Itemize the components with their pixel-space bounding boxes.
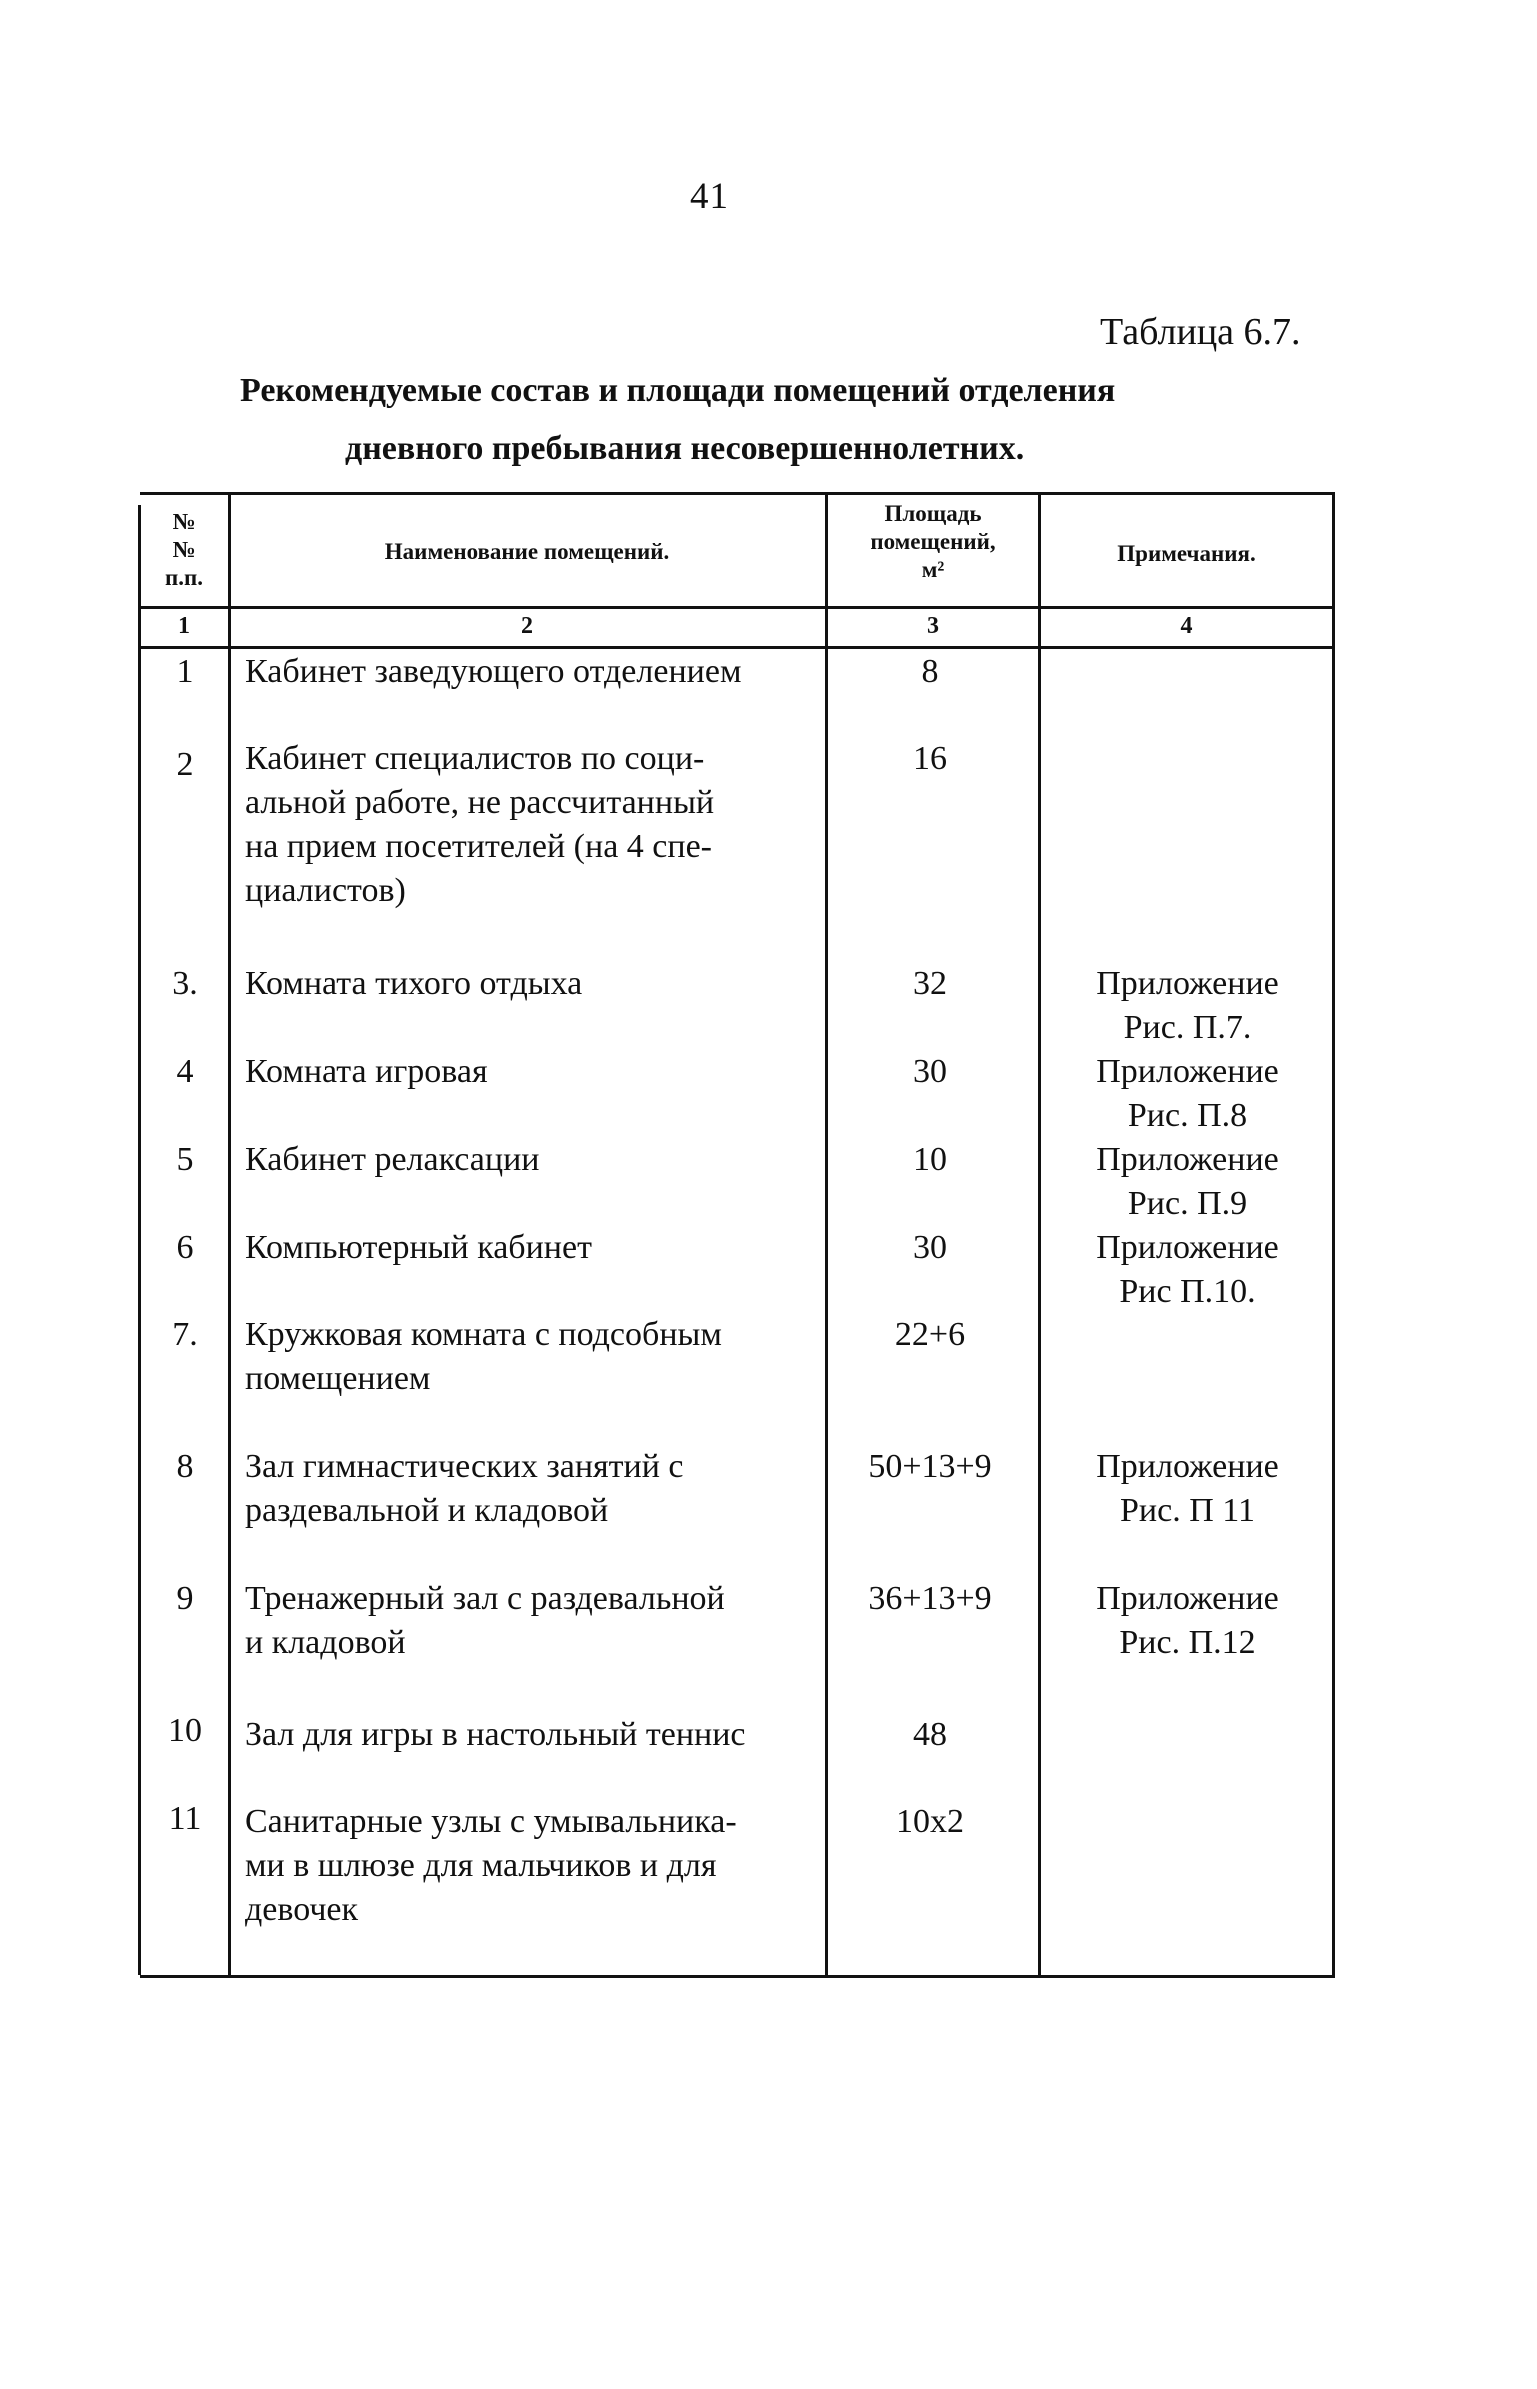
header-area — [828, 500, 1038, 584]
page-number: 41 — [690, 176, 729, 217]
row-note-line: Рис. П.9 — [1127, 1185, 1248, 1222]
row-area: 8 — [921, 653, 939, 690]
table-title-line-1: Рекомендуемые состав и площади помещений отделения — [240, 372, 1116, 409]
header-name: Наименование помещений. — [384, 539, 670, 564]
row-num: 10 — [168, 1712, 202, 1749]
row-note-line: Рис. П 11 — [1120, 1492, 1255, 1529]
row-note — [1040, 962, 1335, 1050]
row-note — [1040, 1050, 1335, 1138]
header-area-line-2: помещений, — [870, 529, 996, 554]
colnum-bottom-border — [140, 646, 1335, 649]
row-num: 1 — [176, 653, 194, 690]
row-area: 10x2 — [896, 1803, 964, 1840]
header-notes: Примечания. — [1117, 541, 1256, 566]
row-name-line: циалистов) — [245, 872, 406, 909]
header-num-line-3: п.п. — [164, 565, 203, 590]
row-note-line: Приложение — [1096, 1448, 1279, 1485]
col-number-4: 4 — [1180, 613, 1193, 639]
row-note-line: Приложение — [1096, 1229, 1279, 1266]
col-number-2: 2 — [521, 613, 533, 639]
row-name-line: Зал для игры в настольный теннис — [245, 1716, 746, 1753]
row-num: 11 — [168, 1800, 202, 1837]
row-name — [245, 1050, 825, 1094]
row-name — [245, 1138, 825, 1182]
table-bottom-border — [140, 1975, 1335, 1978]
table-title-line-2: дневного пребывания несовершеннолетних. — [345, 430, 1025, 467]
header-num-line-1: № — [172, 509, 196, 534]
row-area: 16 — [913, 740, 947, 777]
row-note — [1040, 1445, 1335, 1533]
row-name-line: Кабинет специалистов по соци- — [245, 740, 705, 777]
header-area-line-1: Площадь — [884, 501, 982, 526]
row-name — [245, 1577, 825, 1665]
row-note-line: Рис. П.12 — [1119, 1624, 1256, 1661]
col-number-1: 1 — [178, 613, 190, 639]
row-name-line: Кабинет заведующего отделением — [245, 653, 742, 690]
row-note-line: Рис. П.8 — [1127, 1097, 1248, 1134]
row-name-line: ми в шлюзе для мальчиков и для — [245, 1847, 717, 1884]
row-name-line: Кабинет релаксации — [245, 1141, 540, 1178]
row-area: 10 — [913, 1141, 947, 1178]
row-area: 50+13+9 — [868, 1448, 992, 1485]
row-num: 4 — [176, 1053, 194, 1090]
row-num: 3. — [172, 965, 198, 1002]
row-area: 36+13+9 — [868, 1580, 992, 1617]
header-bottom-border — [140, 606, 1335, 609]
header-num-line-2: № — [172, 537, 196, 562]
row-note — [1040, 1226, 1335, 1314]
row-name-line: раздевальной и кладовой — [245, 1492, 609, 1529]
row-name — [245, 962, 825, 1006]
row-note — [1040, 1138, 1335, 1226]
row-name — [245, 1313, 825, 1401]
row-note-line: Приложение — [1096, 1141, 1279, 1178]
row-name-line: Тренажерный зал с раздевальной — [245, 1580, 725, 1617]
row-num: 8 — [176, 1448, 194, 1485]
table-top-border — [140, 492, 1335, 495]
row-note-line: Рис. П.7. — [1123, 1009, 1252, 1046]
table-label: Таблица 6.7. — [1100, 311, 1301, 353]
row-name-line: Комната игровая — [245, 1053, 488, 1090]
row-name — [245, 737, 825, 913]
row-note-line: Приложение — [1096, 965, 1279, 1002]
row-name — [245, 650, 825, 694]
row-name-line: Зал гимнастических занятий с — [245, 1448, 684, 1485]
row-name-line: альной работе, не рассчитанный — [245, 784, 715, 821]
row-note — [1040, 1577, 1335, 1665]
col-divider-2 — [825, 492, 828, 1978]
row-name-line: и кладовой — [245, 1624, 406, 1661]
row-name — [245, 1445, 825, 1533]
row-area: 30 — [913, 1053, 947, 1090]
row-num: 5 — [176, 1141, 194, 1178]
row-num: 9 — [176, 1580, 194, 1617]
row-num: 2 — [176, 746, 194, 783]
header-area-line-3: м² — [921, 557, 945, 582]
header-num — [140, 508, 228, 592]
row-num: 7. — [172, 1316, 198, 1353]
row-name — [245, 1800, 825, 1932]
col-number-3: 3 — [927, 613, 939, 639]
row-area: 48 — [913, 1716, 947, 1753]
row-area: 32 — [913, 965, 947, 1002]
row-note-line: Приложение — [1096, 1053, 1279, 1090]
row-name-line: девочек — [245, 1891, 359, 1928]
row-name-line: Компьютерный кабинет — [245, 1229, 592, 1266]
row-num: 6 — [176, 1229, 194, 1266]
row-area: 30 — [913, 1229, 947, 1266]
row-area: 22+6 — [894, 1316, 966, 1353]
row-name — [245, 1713, 825, 1757]
row-note-line: Приложение — [1096, 1580, 1279, 1617]
row-name-line: Санитарные узлы с умывальника- — [245, 1803, 737, 1840]
row-name-line: Кружковая комната с подсобным — [245, 1316, 722, 1353]
row-name-line: помещением — [245, 1360, 431, 1397]
row-name — [245, 1226, 825, 1270]
row-name-line: на прием посетителей (на 4 спе- — [245, 828, 712, 865]
row-name-line: Комната тихого отдыха — [245, 965, 583, 1002]
row-note-line: Рис П.10. — [1119, 1273, 1256, 1310]
